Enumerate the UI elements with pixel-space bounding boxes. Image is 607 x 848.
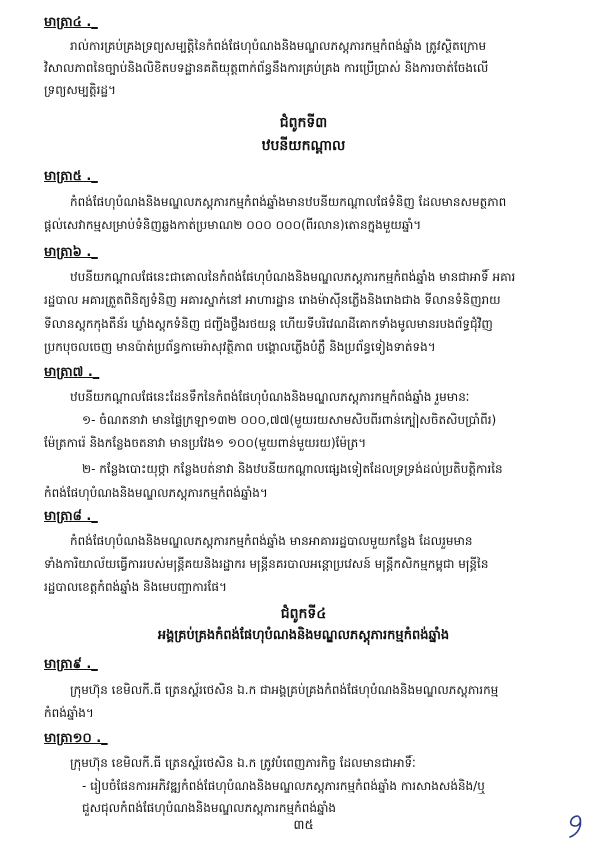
page-number: ៣៥: [293, 818, 314, 833]
article-4-heading: មាត្រា៤ ._: [44, 15, 98, 30]
article-7-item-1-line-1: ១- ចំណតនាវា មានផ្ទៃក្រឡា១៣២ ០០០,៧៧(មួយរយសាមសិបពីរពាន់ក្បៀសចិតសិបប្រាំពីរ): [82, 413, 497, 427]
article-7-heading: មាត្រា៧ ._: [44, 365, 100, 380]
article-6-line-3: ទីលានស្តុកកុងតឺន័រ ឃ្លាំងស្តុកទំនិញ ជញ្ជីងថ្លឹងរថយន្ត ហើយទីបរិវេណដីគោកទាំងមូលមានរបងព័ទ្ធជុំវិញ: [44, 317, 493, 331]
article-7-intro: ឋបនីយកណ្តាលផែនេះដែនទឹកនៃកំពង់ផែហុបំណងនិងមណ្ឌលភស្តុភារកម្មកំពង់ឆ្នាំង រួមមានៈ: [70, 390, 470, 404]
article-8-heading: មាត្រា៨ ._: [44, 509, 98, 524]
signature-initial-icon: [560, 810, 590, 840]
article-4-line-1: រាល់ការគ្រប់គ្រងទ្រព្យសម្បត្តិនៃកំពង់ផែហុបំណងនិងមណ្ឌលភស្តុភារកម្មកំពង់ឆ្នាំង ត្រូវស្ថិតក្រោម: [70, 39, 487, 53]
chapter-3-number: ជំពូកទី៣: [279, 115, 328, 131]
article-6-line-1: ឋបនីយកណ្តាលផែនេះជាគោលនៃកំពង់ផែហុបំណងនិងមណ្ឌលភស្តុភារកម្មកំពង់ឆ្នាំង មានជាអាទិ៍ អគារ: [70, 270, 516, 284]
article-9-line-1: ក្រុមហ៊ុន ខេមិលកី.ធី ត្រេនស្ព័រថេសិន ឯ.ក ជាអង្គគ្រប់គ្រងកំពង់ផែហុបំណងនិងមណ្ឌលភស្តុភារកម្ម: [70, 683, 499, 697]
article-8-line-2: ទាំងការិយាល័យធ្វើការរបស់មន្ត្រីគយនិងរដ្ឋាករ មន្ត្រីនគរបាលអន្តោប្រវេសន៍ មន្ត្រីកសិកម្មកម្ពុជា មន្ត្រីនៃ: [44, 557, 489, 571]
article-10-intro: ក្រុមហ៊ុន ខេមិលកី.ធី ត្រេនស្ព័រថេសិន ឯ.ក ត្រូវបំពេញភារកិច្ច ដែលមានជាអាទិ៍ៈ: [70, 756, 416, 770]
article-5-line-1: កំពង់ផែហុបំណងនិងមណ្ឌលភស្តុភារកម្មកំពង់ឆ្នាំងមានឋបនីយកណ្តាលផែទំនិញ ដែលមានសមត្ថភាព: [70, 195, 507, 209]
article-5-heading: មាត្រា៥ ._: [44, 169, 98, 184]
chapter-3-title: ឋបនីយកណ្តាល: [261, 138, 346, 154]
article-10-item-1-line-1: - រៀបចំផែនការអភិវឌ្ឍកំពង់ផែហុបំណងនិងមណ្ឌលភស្តុភារកម្មកំពង់ឆ្នាំង ការសាងសង់និង/ឬ: [82, 779, 485, 793]
article-4-line-2: វិសាលភាពនៃច្បាប់និងលិខិតបទដ្ឋានគតិយុត្តពាក់ព័ន្ធនឹងការគ្រប់គ្រង ការប្រើប្រាស់ និងការចាត់ចែងលើ: [44, 61, 489, 75]
article-9-line-2: កំពង់ឆ្នាំង។: [44, 706, 94, 720]
article-5-line-2: ផ្តល់សេវាកម្មសម្រាប់ទំនិញឆ្លងកាត់ប្រមាណ២ ០០០ ០០០(ពីរលាន)តោនក្នុងមួយឆ្នាំ។: [44, 218, 422, 232]
article-6-line-4: ប្រកបុចលចេញ មានប៉ាត់ប្រព័ន្ធកាមេរ៉ាសុវត្ថិភាព បង្គោលភ្លើងបំភ្លឺ និងប្រព័ន្ធទៀងទាត់ទង។: [44, 340, 436, 354]
article-6-heading: មាត្រា៦ ._: [44, 245, 98, 260]
article-8-line-1: កំពង់ផែហុបំណងនិងមណ្ឌលភស្តុភារកម្មកំពង់ឆ្នាំង មានអាគាររដ្ឋបាលមួយកន្លែង ដែលរួមមាន: [70, 534, 473, 548]
article-10-heading: មាត្រា១០ ._: [44, 731, 108, 746]
article-8-line-3: រដ្ឋបាលខេត្តកំពង់ឆ្នាំង និងមេបញ្ជាការផែ។: [44, 580, 227, 594]
article-7-item-1-line-2: ម៉ែត្រការ៉េ និងកន្លែងចតនាវា មានប្រវែង១ ១០០(មួយពាន់មួយរយ)ម៉ែត្រ។: [44, 436, 367, 450]
article-10-item-1-line-2: ជួសជុលកំពង់ផែហុបំណងនិងមណ្ឌលភស្តុភារកម្មកំពង់ឆ្នាំង: [82, 801, 337, 815]
article-7-item-2-line-1: ២- កន្លែងបោះយុថ្កា កន្លែងបត់នាវា និងឋបនីយកណ្តាលផ្សេងទៀតដែលទ្រទ្រង់ដល់ប្រតិបត្តិការនៃ: [82, 462, 503, 476]
article-4-line-3: ទ្រព្យសម្បត្តិរដ្ឋ។: [44, 83, 116, 97]
chapter-4-title: អង្គគ្រប់គ្រងកំពង់ផែហុបំណងនិងមណ្ឌលភស្តុភារកម្មកំពង់ឆ្នាំង: [157, 628, 450, 643]
chapter-4-number: ជំពូកទី៤: [280, 606, 327, 622]
article-9-heading: មាត្រា៩ ._: [44, 657, 98, 672]
article-6-line-2: រដ្ឋបាល អគារត្រួតពិនិត្យទំនិញ អគារស្នាក់នៅ អាហារដ្ឋាន រោងម៉ាស៊ីនភ្លើងនិងរោងជាង ទីលានទំនិញរាយ: [44, 293, 501, 307]
article-7-item-2-line-2: កំពង់ផែហុបំណងនិងមណ្ឌលភស្តុភារកម្មកំពង់ឆ្នាំង។: [44, 486, 268, 500]
